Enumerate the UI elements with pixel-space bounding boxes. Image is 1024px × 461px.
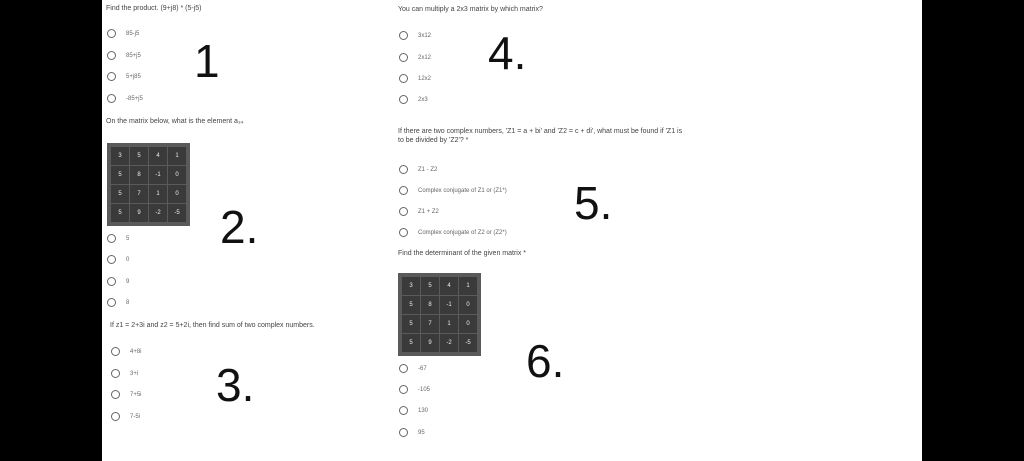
radio-icon[interactable] (399, 385, 408, 394)
matrix-cell: 0 (459, 296, 477, 314)
matrix-cell: 7 (421, 315, 439, 333)
question-5-text: If there are two complex numbers, 'Z1 = a + bi' and 'Z2 = c + di', what must be found if 'Z1 is to be divided by 'Z2'? * (398, 128, 683, 144)
q2-matrix-image (107, 143, 190, 226)
radio-icon[interactable] (111, 390, 120, 399)
matrix-cell: 5 (111, 185, 129, 203)
q5-option-4[interactable]: Complex conjugate of Z2 or (Z2*) (399, 228, 507, 237)
q6-option-1[interactable]: -67 (399, 364, 427, 373)
radio-icon[interactable] (399, 74, 408, 83)
matrix-cell: 5 (402, 296, 420, 314)
quiz-sheet (102, 0, 922, 461)
radio-icon[interactable] (107, 29, 116, 38)
q6-matrix-image (398, 273, 481, 356)
q3-option-2[interactable]: 3+i (111, 369, 138, 378)
matrix-cell: -5 (459, 334, 477, 352)
matrix-cell: -1 (440, 296, 458, 314)
matrix-cell: 9 (421, 334, 439, 352)
matrix-cell: 1 (459, 277, 477, 295)
q3-option-3[interactable]: 7+5i (111, 390, 142, 399)
radio-icon[interactable] (111, 412, 120, 421)
radio-icon[interactable] (111, 347, 120, 356)
matrix-cell: 1 (440, 315, 458, 333)
matrix-cell: 5 (402, 315, 420, 333)
matrix-cell: 3 (402, 277, 420, 295)
radio-icon[interactable] (399, 53, 408, 62)
q2-option-3[interactable]: 9 (107, 277, 129, 286)
matrix-cell: 5 (111, 204, 129, 222)
annotation-number-3: 3. (216, 359, 255, 411)
annotation-number-1: 1 (194, 35, 220, 87)
q5-option-3[interactable]: Z1 + Z2 (399, 207, 439, 216)
question-4-text: You can multiply a 2x3 matrix by which matrix? (398, 6, 543, 13)
question-2-text: On the matrix below, what is the element a₃₄ (106, 118, 244, 125)
radio-icon[interactable] (399, 228, 408, 237)
matrix-cell: 0 (168, 185, 186, 203)
matrix-cell: 1 (168, 147, 186, 165)
matrix-cell: 3 (111, 147, 129, 165)
q1-option-1[interactable]: 85-j5 (107, 29, 139, 38)
q4-option-2[interactable]: 2x12 (399, 53, 431, 62)
matrix-cell: 5 (111, 166, 129, 184)
annotation-number-2: 2. (220, 201, 259, 253)
q4-option-1[interactable]: 3x12 (399, 31, 431, 40)
q6-option-4[interactable]: 95 (399, 428, 425, 437)
matrix-cell: 1 (149, 185, 167, 203)
matrix-cell: 9 (130, 204, 148, 222)
matrix-cell: 8 (421, 296, 439, 314)
radio-icon[interactable] (107, 234, 116, 243)
radio-icon[interactable] (107, 255, 116, 264)
matrix-cell: -2 (149, 204, 167, 222)
radio-icon[interactable] (111, 369, 120, 378)
q5-option-2[interactable]: Complex conjugate of Z1 or (Z1*) (399, 186, 507, 195)
matrix-cell: 5 (402, 334, 420, 352)
matrix-cell: 0 (459, 315, 477, 333)
q6-option-3[interactable]: 130 (399, 406, 428, 415)
radio-icon[interactable] (399, 428, 408, 437)
q1-option-3[interactable]: 5+j85 (107, 72, 141, 81)
annotation-number-5: 5. (574, 177, 613, 229)
annotation-number-4: 4. (488, 27, 527, 79)
matrix-cell: 5 (421, 277, 439, 295)
radio-icon[interactable] (107, 72, 116, 81)
q4-option-4[interactable]: 2x3 (399, 95, 428, 104)
annotation-number-6: 6. (526, 335, 565, 387)
q6-option-2[interactable]: -105 (399, 385, 430, 394)
matrix-cell: 5 (130, 147, 148, 165)
radio-icon[interactable] (107, 298, 116, 307)
q3-option-4[interactable]: 7-5i (111, 412, 140, 421)
q2-option-4[interactable]: 8 (107, 298, 129, 307)
question-3-text: If z1 = 2+3i and z2 = 5+2i, then find sum of two complex numbers. (110, 322, 315, 329)
radio-icon[interactable] (399, 165, 408, 174)
matrix-cell: -5 (168, 204, 186, 222)
matrix-cell: 4 (440, 277, 458, 295)
radio-icon[interactable] (399, 406, 408, 415)
radio-icon[interactable] (107, 94, 116, 103)
radio-icon[interactable] (399, 186, 408, 195)
q5-option-1[interactable]: Z1 - Z2 (399, 165, 437, 174)
matrix-cell: 4 (149, 147, 167, 165)
radio-icon[interactable] (107, 51, 116, 60)
question-6-text: Find the determinant of the given matrix * (398, 250, 527, 257)
radio-icon[interactable] (399, 31, 408, 40)
radio-icon[interactable] (399, 95, 408, 104)
q1-option-4[interactable]: -85+j5 (107, 94, 143, 103)
q3-option-1[interactable]: 4+8i (111, 347, 142, 356)
question-1-text: Find the product. (9+j8) * (5-j5) (106, 5, 202, 12)
matrix-cell: 7 (130, 185, 148, 203)
q1-option-2[interactable]: 85+j5 (107, 51, 141, 60)
radio-icon[interactable] (399, 207, 408, 216)
q2-option-1[interactable]: 5 (107, 234, 129, 243)
radio-icon[interactable] (399, 364, 408, 373)
radio-icon[interactable] (107, 277, 116, 286)
matrix-cell: -1 (149, 166, 167, 184)
matrix-cell: 0 (168, 166, 186, 184)
q4-option-3[interactable]: 12x2 (399, 74, 431, 83)
matrix-cell: 8 (130, 166, 148, 184)
q2-option-2[interactable]: 0 (107, 255, 129, 264)
matrix-cell: -2 (440, 334, 458, 352)
